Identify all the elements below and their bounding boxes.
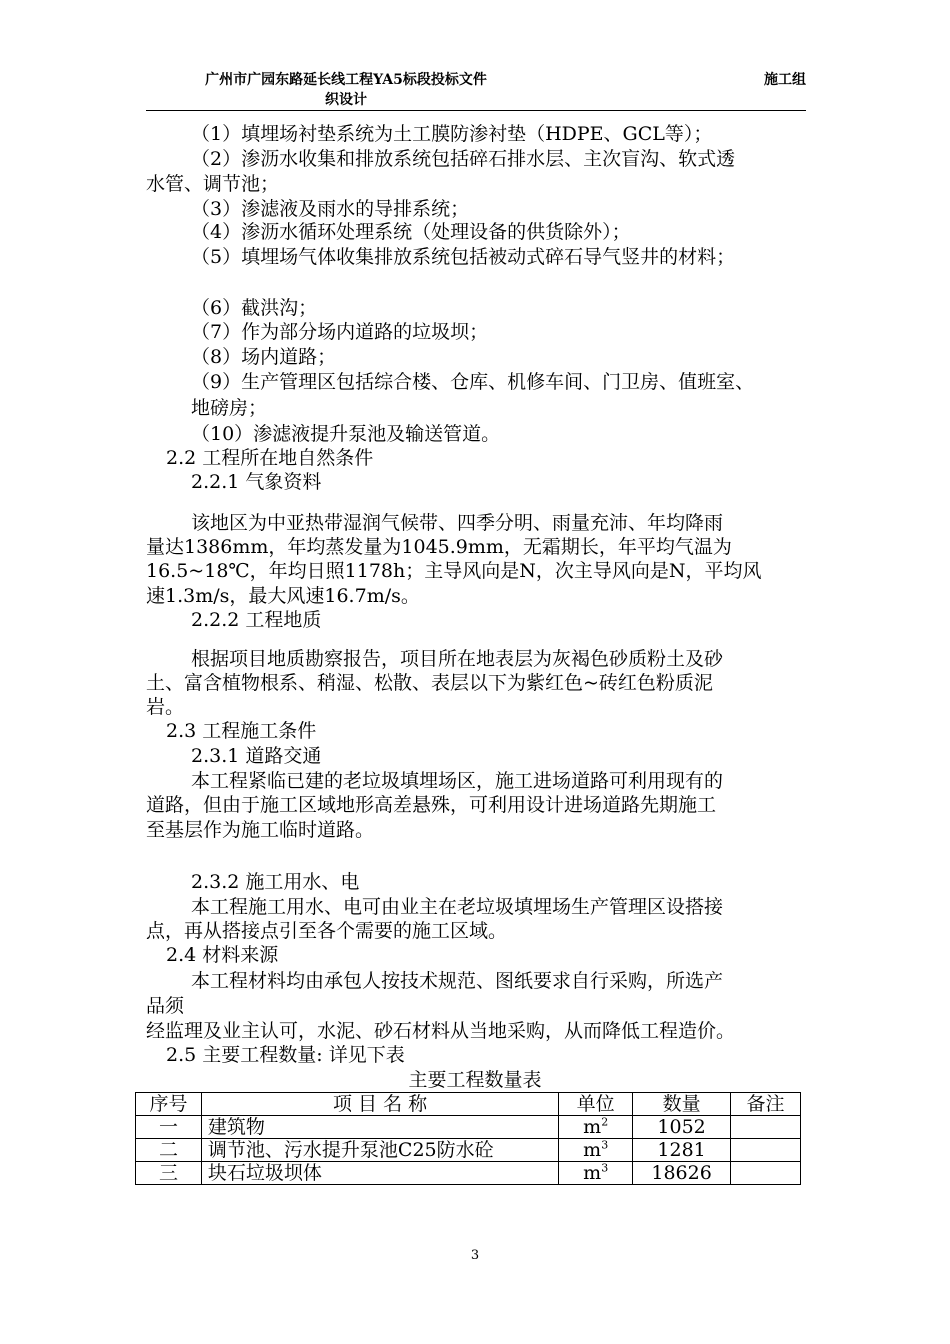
unit-sup: 3: [601, 1161, 609, 1175]
paragraph-line: 至基层作为施工临时道路。: [146, 819, 375, 841]
cell-note: [731, 1162, 801, 1185]
paragraph-line: 16.5~18℃，年均日照1178h；主导风向是N，次主导风向是N，平均风: [146, 560, 762, 582]
list-item: （6）截洪沟；: [191, 297, 318, 319]
paragraph-line: 岩。: [146, 696, 185, 718]
subheading-2-2-1: 2.2.1 气象资料: [191, 471, 322, 493]
header-title-line1: 广州市广园东路延长线工程YA5标段投标文件: [205, 72, 487, 88]
cell-name: 块石垃圾坝体: [201, 1162, 558, 1185]
cell-name: 建筑物: [201, 1116, 558, 1139]
list-item: （7）作为部分场内道路的垃圾坝；: [191, 321, 489, 343]
list-item: （2）渗沥水收集和排放系统包括碎石排水层、主次盲沟、软式透: [191, 148, 736, 170]
section-heading-2-4: 2.4 材料来源: [166, 944, 279, 966]
cell-no: 二: [136, 1139, 202, 1162]
paragraph-line: 该地区为中亚热带湿润气候带、四季分明、雨量充沛、年均降雨: [191, 512, 724, 534]
list-item: （3）渗滤液及雨水的导排系统；: [191, 198, 470, 220]
column-header: 项 目 名 称: [201, 1093, 558, 1116]
cell-name: 调节池、污水提升泵池C25防水砼: [201, 1139, 558, 1162]
list-item: （5）填埋场气体收集排放系统包括被动式碎石导气竖井的材料；: [191, 246, 736, 268]
unit-text: m: [583, 1162, 602, 1184]
column-header: 单位: [559, 1093, 633, 1116]
list-item: （10）渗滤液提升泵池及输送管道。: [191, 423, 501, 445]
unit-text: m: [583, 1139, 602, 1161]
subheading-2-2-2: 2.2.2 工程地质: [191, 609, 322, 631]
section-heading-2-2: 2.2 工程所在地自然条件: [166, 447, 374, 469]
header-title-line2: 织设计: [325, 92, 367, 108]
paragraph-line: 本工程紧临已建的老垃圾填埋场区，施工进场道路可利用现有的: [191, 770, 724, 792]
list-item: （8）场内道路；: [191, 346, 337, 368]
header-title: [146, 70, 546, 110]
paragraph-line: 量达1386mm，年均蒸发量为1045.9mm，无霜期长，年平均气温为: [146, 536, 732, 558]
paragraph-line: 速1.3m/s，最大风速16.7m/s。: [146, 585, 420, 607]
paragraph-line: 点，再从搭接点引至各个需要的施工区域。: [146, 920, 508, 942]
table-caption: 主要工程数量表: [408, 1069, 542, 1091]
cell-note: [731, 1116, 801, 1139]
paragraph-line: 道路，但由于施工区域地形高差悬殊，可利用设计进场道路先期施工: [146, 794, 717, 816]
list-item: （1）填埋场衬垫系统为土工膜防渗衬垫（HDPE、GCL等）；: [191, 123, 713, 145]
cell-unit: [559, 1139, 633, 1162]
paragraph-line: 根据项目地质勘察报告，项目所在地表层为灰褐色砂质粉土及砂: [191, 648, 724, 670]
cell-note: [731, 1139, 801, 1162]
paragraph-line: 品须: [146, 995, 185, 1017]
table-row: [136, 1116, 801, 1139]
quantity-table: [135, 1092, 801, 1185]
list-item: （9）生产管理区包括综合楼、仓库、机修车间、门卫房、值班室、: [191, 371, 755, 393]
unit-sup: 2: [601, 1115, 609, 1129]
column-header: 数量: [633, 1093, 731, 1116]
column-header: 备注: [731, 1093, 801, 1116]
header-right: 施工组: [764, 72, 806, 88]
cell-qty: 1281: [633, 1139, 731, 1162]
table-row: [136, 1139, 801, 1162]
page-header: [146, 70, 806, 111]
cell-unit: [559, 1162, 633, 1185]
page-number: 3: [470, 1248, 480, 1263]
subheading-2-3-2: 2.3.2 施工用水、电: [191, 871, 360, 893]
cell-no: 三: [136, 1162, 202, 1185]
unit-text: m: [583, 1116, 602, 1138]
paragraph-line: 土、富含植物根系、稍湿、松散、表层以下为紫红色~砖红色粉质泥: [146, 672, 713, 694]
cell-no: 一: [136, 1116, 202, 1139]
paragraph-line: 本工程材料均由承包人按技术规范、图纸要求自行采购，所选产: [191, 970, 724, 992]
cell-unit: [559, 1116, 633, 1139]
table-row: [136, 1162, 801, 1185]
column-header: 序号: [136, 1093, 202, 1116]
table-header-row: [136, 1093, 801, 1116]
list-item: （4）渗沥水循环处理系统（处理设备的供货除外）；: [191, 221, 631, 243]
paragraph-line: 经监理及业主认可，水泥、砂石材料从当地采购，从而降低工程造价。: [146, 1020, 736, 1042]
list-item: 水管、调节池；: [146, 173, 280, 195]
subheading-2-3-1: 2.3.1 道路交通: [191, 745, 322, 767]
paragraph-line: 本工程施工用水、电可由业主在老垃圾填埋场生产管理区设搭接: [191, 896, 724, 918]
cell-qty: 18626: [633, 1162, 731, 1185]
section-heading-2-3: 2.3 工程施工条件: [166, 720, 317, 742]
section-heading-2-5: 2.5 主要工程数量: 详见下表: [166, 1044, 405, 1066]
list-item: 地磅房；: [191, 397, 268, 419]
unit-sup: 3: [601, 1138, 609, 1152]
cell-qty: 1052: [633, 1116, 731, 1139]
